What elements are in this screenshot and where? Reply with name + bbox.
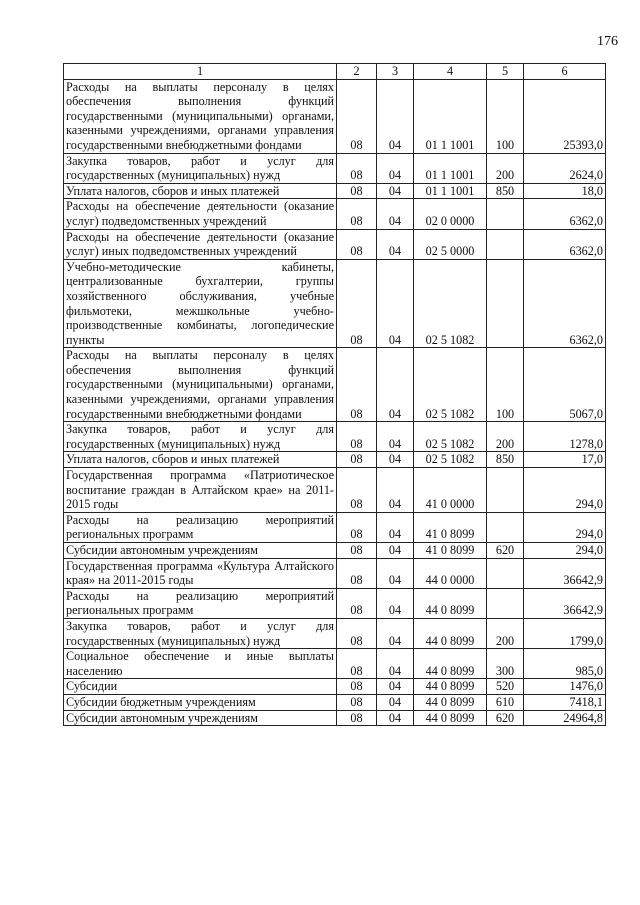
row-section: 08 <box>337 710 377 726</box>
row-expense-type: 100 <box>487 79 524 153</box>
budget-table <box>63 63 606 726</box>
row-section: 08 <box>337 618 377 648</box>
row-subsection: 04 <box>377 588 414 618</box>
row-expense-type: 610 <box>487 694 524 710</box>
row-section: 08 <box>337 679 377 695</box>
row-target-article: 44 0 8099 <box>414 679 487 695</box>
row-target-article: 44 0 8099 <box>414 618 487 648</box>
page-number: 176 <box>597 34 618 49</box>
row-amount: 5067,0 <box>524 348 606 422</box>
row-expense-type: 100 <box>487 348 524 422</box>
row-expense-type: 520 <box>487 679 524 695</box>
row-target-article: 01 1 1001 <box>414 153 487 183</box>
row-amount: 1278,0 <box>524 422 606 452</box>
row-target-article: 02 5 1082 <box>414 259 487 348</box>
row-expense-type <box>487 468 524 513</box>
row-subsection: 04 <box>377 153 414 183</box>
row-target-article: 02 5 1082 <box>414 422 487 452</box>
row-amount: 36642,9 <box>524 588 606 618</box>
header-col-5: 5 <box>487 64 524 80</box>
row-name: Уплата налогов, сборов и иных платежей <box>64 452 337 468</box>
row-section: 08 <box>337 558 377 588</box>
row-section: 08 <box>337 543 377 559</box>
row-name: Государственная программа «Культура Алтайского края» на 2011-2015 годы <box>64 558 337 588</box>
row-target-article: 01 1 1001 <box>414 79 487 153</box>
row-subsection: 04 <box>377 512 414 542</box>
table-row <box>64 512 606 542</box>
row-target-article: 44 0 8099 <box>414 649 487 679</box>
row-subsection: 04 <box>377 229 414 259</box>
row-subsection: 04 <box>377 452 414 468</box>
table-row <box>64 348 606 422</box>
table-row <box>64 153 606 183</box>
row-amount: 18,0 <box>524 183 606 199</box>
row-target-article: 02 5 1082 <box>414 452 487 468</box>
row-section: 08 <box>337 153 377 183</box>
row-name: Государственная программа «Патриотическое воспитание граждан в Алтайском крае» на 2011-2015 годы <box>64 468 337 513</box>
row-amount: 1799,0 <box>524 618 606 648</box>
row-subsection: 04 <box>377 199 414 229</box>
row-amount: 1476,0 <box>524 679 606 695</box>
row-subsection: 04 <box>377 259 414 348</box>
row-section: 08 <box>337 468 377 513</box>
row-name: Субсидии <box>64 679 337 695</box>
table-row <box>64 694 606 710</box>
row-subsection: 04 <box>377 348 414 422</box>
row-expense-type <box>487 259 524 348</box>
row-subsection: 04 <box>377 710 414 726</box>
header-col-6: 6 <box>524 64 606 80</box>
row-section: 08 <box>337 588 377 618</box>
row-amount: 36642,9 <box>524 558 606 588</box>
row-amount: 294,0 <box>524 512 606 542</box>
row-expense-type: 300 <box>487 649 524 679</box>
row-target-article: 02 5 0000 <box>414 229 487 259</box>
row-target-article: 44 0 8099 <box>414 588 487 618</box>
row-amount: 7418,1 <box>524 694 606 710</box>
table-row <box>64 618 606 648</box>
row-target-article: 01 1 1001 <box>414 183 487 199</box>
row-name: Расходы на обеспечение деятельности (оказание услуг) подведомственных учреждений <box>64 199 337 229</box>
table-row <box>64 543 606 559</box>
row-target-article: 02 0 0000 <box>414 199 487 229</box>
row-section: 08 <box>337 259 377 348</box>
row-target-article: 41 0 0000 <box>414 468 487 513</box>
row-name: Расходы на выплаты персоналу в целях обеспечения выполнения функций государственными (муниципальными) органами, казенными учреждениями, органами управления государственными внебюджетными фондами <box>64 348 337 422</box>
table-row <box>64 199 606 229</box>
row-expense-type: 850 <box>487 183 524 199</box>
row-section: 08 <box>337 79 377 153</box>
row-expense-type: 850 <box>487 452 524 468</box>
row-target-article: 44 0 8099 <box>414 710 487 726</box>
row-expense-type <box>487 512 524 542</box>
row-subsection: 04 <box>377 468 414 513</box>
header-col-3: 3 <box>377 64 414 80</box>
row-subsection: 04 <box>377 694 414 710</box>
row-amount: 985,0 <box>524 649 606 679</box>
row-expense-type <box>487 558 524 588</box>
row-section: 08 <box>337 452 377 468</box>
row-subsection: 04 <box>377 679 414 695</box>
row-subsection: 04 <box>377 183 414 199</box>
row-name: Расходы на обеспечение деятельности (оказание услуг) иных подведомственных учреждений <box>64 229 337 259</box>
row-name: Закупка товаров, работ и услуг для государственных (муниципальных) нужд <box>64 153 337 183</box>
row-expense-type: 200 <box>487 153 524 183</box>
row-target-article: 44 0 0000 <box>414 558 487 588</box>
row-subsection: 04 <box>377 422 414 452</box>
header-col-2: 2 <box>337 64 377 80</box>
table-row <box>64 558 606 588</box>
row-expense-type <box>487 229 524 259</box>
row-target-article: 41 0 8099 <box>414 512 487 542</box>
table-header-row <box>64 64 606 80</box>
row-name: Учебно-методические кабинеты, централизованные бухгалтерии, группы хозяйственного обслуживания, учебные фильмотеки, межшкольные учебно-производственные комбинаты, логопедические пункты <box>64 259 337 348</box>
row-section: 08 <box>337 512 377 542</box>
row-expense-type: 620 <box>487 710 524 726</box>
row-subsection: 04 <box>377 558 414 588</box>
row-expense-type: 620 <box>487 543 524 559</box>
table-row <box>64 422 606 452</box>
row-amount: 17,0 <box>524 452 606 468</box>
header-col-1: 1 <box>64 64 337 80</box>
row-subsection: 04 <box>377 618 414 648</box>
row-name: Уплата налогов, сборов и иных платежей <box>64 183 337 199</box>
row-amount: 6362,0 <box>524 259 606 348</box>
row-expense-type: 200 <box>487 618 524 648</box>
row-section: 08 <box>337 183 377 199</box>
row-subsection: 04 <box>377 543 414 559</box>
row-amount: 294,0 <box>524 468 606 513</box>
header-col-4: 4 <box>414 64 487 80</box>
row-target-article: 02 5 1082 <box>414 348 487 422</box>
row-name: Субсидии автономным учреждениям <box>64 710 337 726</box>
table-row <box>64 588 606 618</box>
table-row <box>64 452 606 468</box>
row-expense-type <box>487 199 524 229</box>
row-section: 08 <box>337 422 377 452</box>
row-amount: 6362,0 <box>524 199 606 229</box>
row-amount: 2624,0 <box>524 153 606 183</box>
row-name: Расходы на выплаты персоналу в целях обеспечения выполнения функций государственными (муниципальными) органами, казенными учреждениями, органами управления государственными внебюджетными фондами <box>64 79 337 153</box>
row-subsection: 04 <box>377 79 414 153</box>
row-name: Социальное обеспечение и иные выплаты населению <box>64 649 337 679</box>
row-section: 08 <box>337 199 377 229</box>
row-amount: 6362,0 <box>524 229 606 259</box>
row-name: Закупка товаров, работ и услуг для государственных (муниципальных) нужд <box>64 422 337 452</box>
row-section: 08 <box>337 694 377 710</box>
row-expense-type <box>487 588 524 618</box>
table-row <box>64 679 606 695</box>
row-target-article: 44 0 8099 <box>414 694 487 710</box>
table-row <box>64 229 606 259</box>
row-name: Расходы на реализацию мероприятий региональных программ <box>64 588 337 618</box>
table-row <box>64 79 606 153</box>
table-row <box>64 259 606 348</box>
row-section: 08 <box>337 229 377 259</box>
row-name: Закупка товаров, работ и услуг для государственных (муниципальных) нужд <box>64 618 337 648</box>
row-amount: 25393,0 <box>524 79 606 153</box>
row-expense-type: 200 <box>487 422 524 452</box>
table-row <box>64 183 606 199</box>
row-amount: 24964,8 <box>524 710 606 726</box>
row-name: Расходы на реализацию мероприятий региональных программ <box>64 512 337 542</box>
table-row <box>64 468 606 513</box>
row-name: Субсидии бюджетным учреждениям <box>64 694 337 710</box>
row-section: 08 <box>337 649 377 679</box>
row-name: Субсидии автономным учреждениям <box>64 543 337 559</box>
row-subsection: 04 <box>377 649 414 679</box>
table-row <box>64 710 606 726</box>
row-amount: 294,0 <box>524 543 606 559</box>
table-row <box>64 649 606 679</box>
row-section: 08 <box>337 348 377 422</box>
row-target-article: 41 0 8099 <box>414 543 487 559</box>
